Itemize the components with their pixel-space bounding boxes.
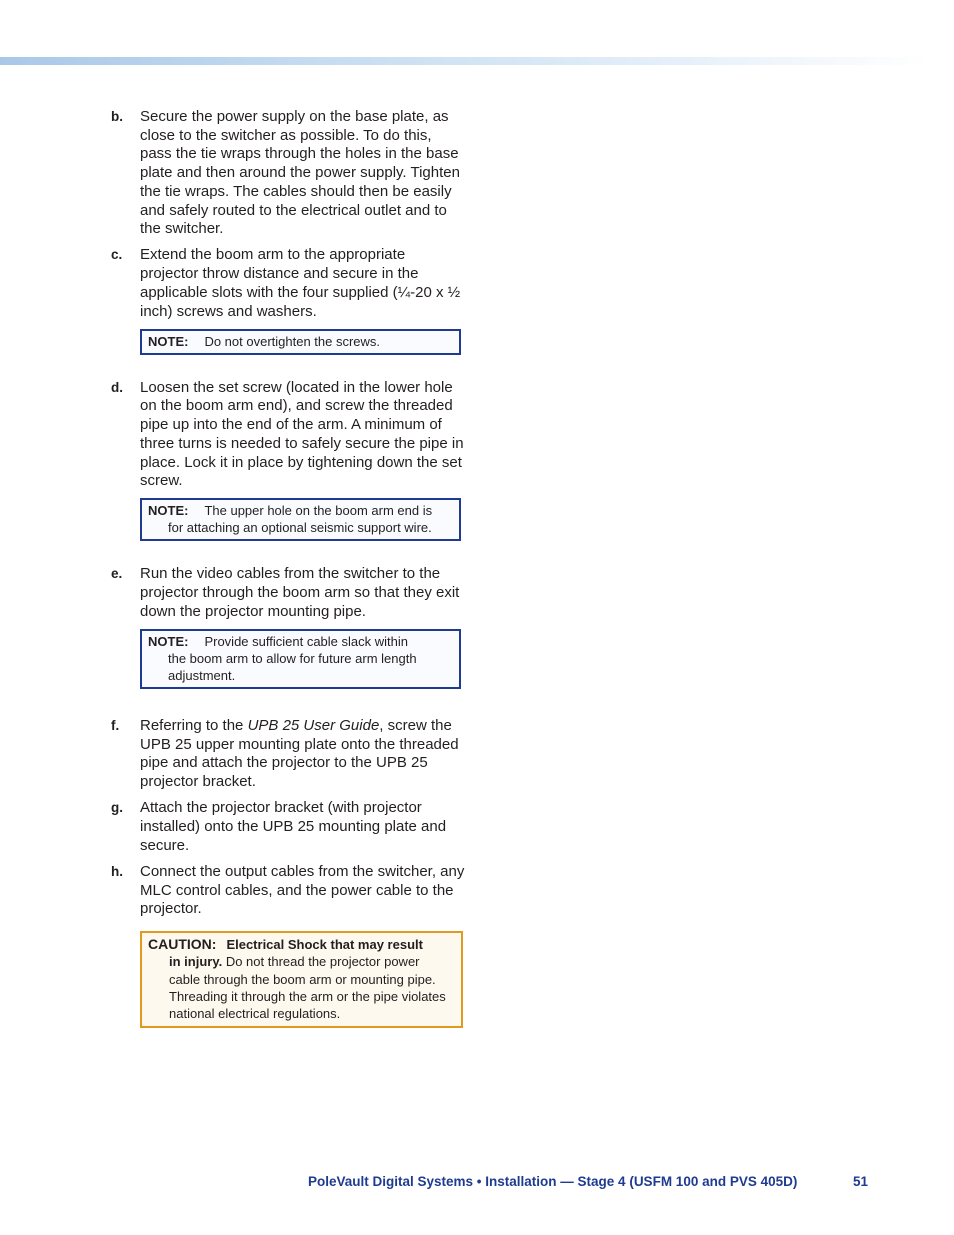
note-text: The upper hole on the boom arm end is xyxy=(204,503,433,519)
header-bar xyxy=(0,57,930,65)
step-letter: c. xyxy=(111,247,123,263)
step-text: Connect the output cables from the switcher, any MLC control cables, and the power cable to the projector. xyxy=(140,862,465,918)
note-label: NOTE: xyxy=(148,333,189,349)
step-d xyxy=(111,379,466,491)
step-b xyxy=(111,108,466,239)
step-text: Run the video cables from the switcher to the projector through the boom arm so that they exit down the projector mounting pipe. xyxy=(140,565,460,620)
step-text: Attach the projector bracket (with projector installed) onto the UPB 25 mounting plate and secure. xyxy=(140,799,447,854)
step-c xyxy=(111,246,466,321)
instruction-list xyxy=(111,108,466,1028)
step-text xyxy=(140,717,466,792)
note-box xyxy=(140,629,461,689)
note-label: NOTE: xyxy=(148,634,189,650)
step-letter: d. xyxy=(111,379,123,395)
step-letter: g. xyxy=(111,800,123,816)
step-text: Extend the boom arm to the appropriate projector throw distance and secure in the applicable slots with the four supplied (¼-20 x ½ inch) screws and washers. xyxy=(140,246,461,320)
caution-label: CAUTION: xyxy=(148,936,217,953)
step-e xyxy=(111,565,466,621)
page-number: 51 xyxy=(852,1174,868,1189)
note-box xyxy=(140,498,461,541)
step-letter: b. xyxy=(111,109,123,124)
user-guide-title: UPB 25 User Guide xyxy=(247,717,380,735)
note-text: Provide sufficient cable slack within xyxy=(204,634,408,650)
note-box xyxy=(140,329,461,355)
caution-body: Do not thread the projector power cable through the boom arm or mounting pipe. Threading it through the arm or the pipe violates national electrical regulations. xyxy=(169,954,446,1022)
step-text: Loosen the set screw (located in the lower hole on the boom arm end), and screw the threaded pipe up into the end of the arm. A minimum of three turns is needed to safely secure the pipe in place. Lock it in place by tightening down the set screw. xyxy=(140,378,464,490)
step-letter: f. xyxy=(111,718,120,734)
note-text-continued: for attaching an optional seismic support wire. xyxy=(168,520,432,536)
step-text: Secure the power supply on the base plate, as close to the switcher as possible. To do this, pass the tie wraps through the holes in the base plate and then around the power supply. Tighten the tie wraps. The cables should then be easily and safely routed to the electrical outlet and to the switcher. xyxy=(140,108,460,238)
step-f xyxy=(111,717,466,792)
step-text-end: , screw the UPB 25 upper mounting plate onto the threaded pipe and attach the projector to the UPB 25 projector bracket. xyxy=(140,717,459,791)
step-h xyxy=(111,863,466,919)
step-letter: h. xyxy=(111,863,123,879)
note-text: Do not overtighten the screws. xyxy=(204,333,381,349)
step-g xyxy=(111,799,466,855)
note-text-continued: the boom arm to allow for future arm length adjustment. xyxy=(168,651,417,684)
note-label: NOTE: xyxy=(148,503,189,519)
step-text-start: Referring to the xyxy=(140,717,248,735)
caution-text xyxy=(148,953,453,1022)
caution-heading-continued: in injury. xyxy=(169,954,223,970)
caution-heading: Electrical Shock that may result xyxy=(226,937,423,953)
step-letter: e. xyxy=(111,566,123,582)
footer-title: PoleVault Digital Systems • Installation — Stage 4 (USFM 100 and PVS 405D) xyxy=(308,1174,798,1189)
page-footer xyxy=(308,1174,868,1189)
caution-box xyxy=(140,931,463,1027)
